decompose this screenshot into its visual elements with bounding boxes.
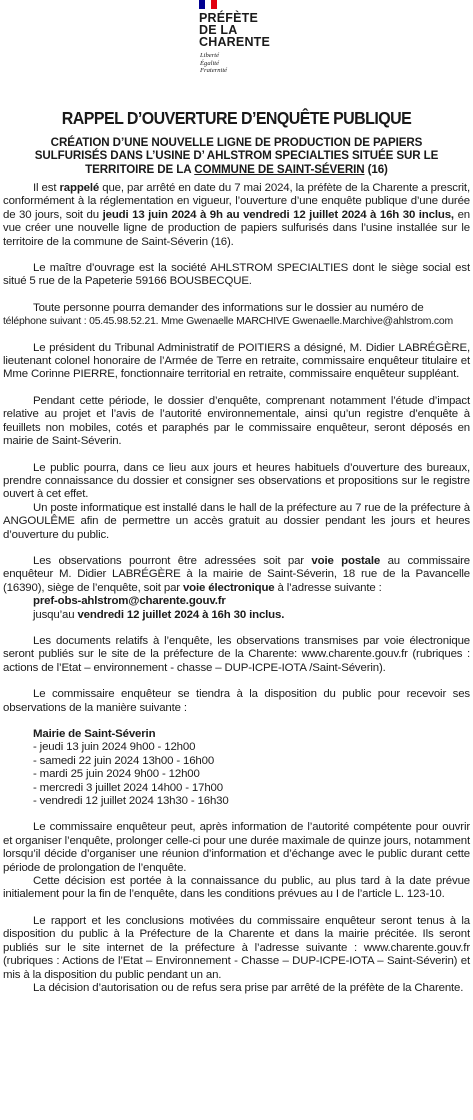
flag-white: [205, 0, 211, 9]
permanence-item: - samedi 22 juin 2024 13h00 - 16h00: [33, 754, 215, 767]
p8-text-4: jusqu’au: [33, 608, 78, 621]
paragraph-prolongation: Le commissaire enquêteur peut, après information de l’autorité compétente pour ouvrir et organiser l’enquête, prolonger celle-ci pour une durée maximale de quinze jours, notamment lorsqu’il décide d’organiser une réunion d’information et d’échange avec le public durant cette période de prolongation de l’enquête.: [3, 821, 470, 874]
motto-fraternite: Fraternité: [200, 67, 228, 75]
p3-text-1: Toute personne pourra demander des informations sur le dossier au numéro de: [33, 301, 424, 314]
notice-body: [3, 182, 470, 995]
prefecture-line-1: PRÉFÈTE: [199, 11, 259, 25]
p1-text-1: Il est: [33, 182, 60, 194]
paragraph-observations: [3, 555, 470, 595]
notice-subtitle: [4, 136, 469, 176]
paragraph-poste-informatique: Un poste informatique est installé dans le hall de la préfecture au 7 rue de la préfecture à ANGOULÊME afin de permettre un accès gratuit au dossier pendant les jours et heures d’ouverture du public.: [3, 501, 470, 541]
subtitle-line-2: SULFURISÉS DANS L’USINE D’ AHLSTROM SPECIALTIES SITUÉE SUR LE: [34, 149, 439, 163]
p1-text-3: en vue créer une nouvelle ligne de production de papiers sulfurisés dans l’usine installée sur le territoire de la commune de Saint-Séverin (16).: [3, 208, 470, 248]
p8-text-3: à l’adresse suivante :: [274, 581, 382, 594]
p8-bold-voie-postale: voie postale: [311, 554, 381, 567]
mairie-title: Mairie de Saint-Séverin: [33, 728, 156, 740]
p8-bold-voie-electronique: voie électronique: [182, 581, 275, 594]
republic-motto: [200, 52, 227, 75]
subtitle-commune: COMMUNE DE SAINT-SÉVERIN: [194, 162, 365, 176]
motto-liberte: Liberté: [200, 52, 220, 59]
paragraph-dossier: Pendant cette période, le dossier d’enquête, comprenant notamment l’étude d’impact relative au projet et l’avis de l’autorité environnementale, ainsi qu’un registre d’enquête à feuillets non mobiles, cotés et paraphés par le commissaire enquêteur, seront déposés en mairie de Saint-Séverin.: [3, 394, 470, 448]
p1-bold-dates: jeudi 13 juin 2024 à 9h au vendredi 12 juillet 2024 à 16h 30 inclus,: [102, 208, 454, 221]
notice-title: RAPPEL D’OUVERTURE D’ENQUÊTE PUBLIQUE: [61, 108, 412, 128]
paragraph-decision-finale: La décision d’autorisation ou de refus sera prise par arrêté de la préfète de la Charente.: [33, 981, 464, 994]
observations-email: [3, 595, 470, 608]
marianne-flag-icon: [199, 0, 217, 9]
prefecture-name: [199, 12, 270, 48]
p8-text-1: Les observations pourront être adressées soit par: [33, 554, 312, 567]
subtitle-line-3a: TERRITOIRE DE LA: [85, 162, 195, 176]
paragraph-publication: Les documents relatifs à l’enquête, les observations transmises par voie électronique seront publiés sur le site de la préfecture de la Charente: www.charente.gouv.fr (rubriques : actions de l’Etat – environnement - chasse – DUP-ICPE-IOTA /Saint-Séverin).: [3, 634, 470, 674]
paragraph-contact: [3, 302, 470, 329]
paragraph-commissaire: Le président du Tribunal Administratif de POITIERS a désigné, M. Didier LABRÉGÈRE, lieutenant colonel honoraire de l’Armée de Terre en retraite, commissaire enquêteur titulaire et Mme Corinne PIERRE, fonctionnaire territorial en retraite, commissaire enquêteur suppléant.: [3, 341, 470, 381]
permanence-item: - vendredi 12 juillet 2024 13h30 - 16h30: [33, 795, 229, 808]
prefecture-line-3: CHARENTE: [199, 35, 271, 49]
paragraph-rappel: [3, 182, 470, 249]
p1-bold-rappele: rappelé: [59, 182, 100, 194]
motto-egalite: Égalité: [200, 59, 220, 67]
paragraph-public: Le public pourra, dans ce lieu aux jours et heures habituels d’ouverture des bureaux, prendre connaissance du dossier et consigner ses observations et propositions sur le registre ouvert à cet effet.: [3, 461, 470, 501]
subtitle-line-3b: (16): [364, 162, 388, 176]
flag-red: [211, 0, 217, 9]
permanence-item: - mardi 25 juin 2024 9h00 - 12h00: [33, 768, 200, 781]
prefecture-line-2: DE LA: [199, 23, 238, 37]
permanences-list: [3, 741, 470, 808]
p3-contact-phone-email: téléphone suivant : 05.45.98.52.21. Mme Gwenaelle MARCHIVE Gwenaelle.Marchive@ahlstrom.com: [3, 316, 453, 328]
permanence-item: - jeudi 13 juin 2024 9h00 - 12h00: [33, 741, 196, 754]
paragraph-maitre-ouvrage: Le maître d’ouvrage est la société AHLSTROM SPECIALTIES dont le siège social est situé 5 rue de la Papeterie 59166 BOUSBECQUE.: [3, 262, 470, 288]
paragraph-permanences-intro: Le commissaire enquêteur se tiendra à la disposition du public pour recevoir ses observations de la manière suivante :: [3, 688, 470, 714]
observations-deadline: [3, 609, 470, 622]
paragraph-rapport: Le rapport et les conclusions motivées du commissaire enquêteur seront tenus à la disposition du public à la Préfecture de la Charente et dans la mairie précitée. Ils seront publiés sur le site internet de la préfecture à l’adresse suivante : www.charente.gouv.fr (rubriques : Actions de l’Etat – Environnement - Chasse – DUP-ICPE-IOTA – Saint-Séverin) et mis à la disposition du public pendant un an.: [3, 914, 470, 981]
flag-blue: [199, 0, 205, 9]
p1-text-2: que, par arrêté en date du 7 mai 2024, la préfète de la Charente a prescrit, conformément à la réglementation en vigueur, l’ouverture d’une enquête publique d’une durée de 30 jours, soit du: [3, 182, 470, 221]
prefecture-logo: [193, 0, 293, 92]
p8-text-2: au commissaire enquêteur M. Didier LABRÉGÈRE à la mairie de Saint-Séverin, 18 rue de la Pavancelle (16390), siège de l’enquête, soit par: [3, 554, 470, 594]
subtitle-line-1: CRÉATION D’UNE NOUVELLE LIGNE DE PRODUCTION DE PAPIERS: [50, 136, 423, 149]
observations-email-address[interactable]: pref-obs-ahlstrom@charente.gouv.fr: [33, 595, 226, 608]
p8-bold-deadline: vendredi 12 juillet 2024 à 16h 30 inclus.: [77, 608, 285, 621]
paragraph-decision-prolongation: Cette décision est portée à la connaissance du public, au plus tard à la date prévue initialement pour la fin de l’enquête, dans les conditions prévues au I de l’article L. 123-10.: [3, 875, 470, 901]
permanence-item: - mercredi 3 juillet 2024 14h00 - 17h00: [33, 781, 223, 794]
